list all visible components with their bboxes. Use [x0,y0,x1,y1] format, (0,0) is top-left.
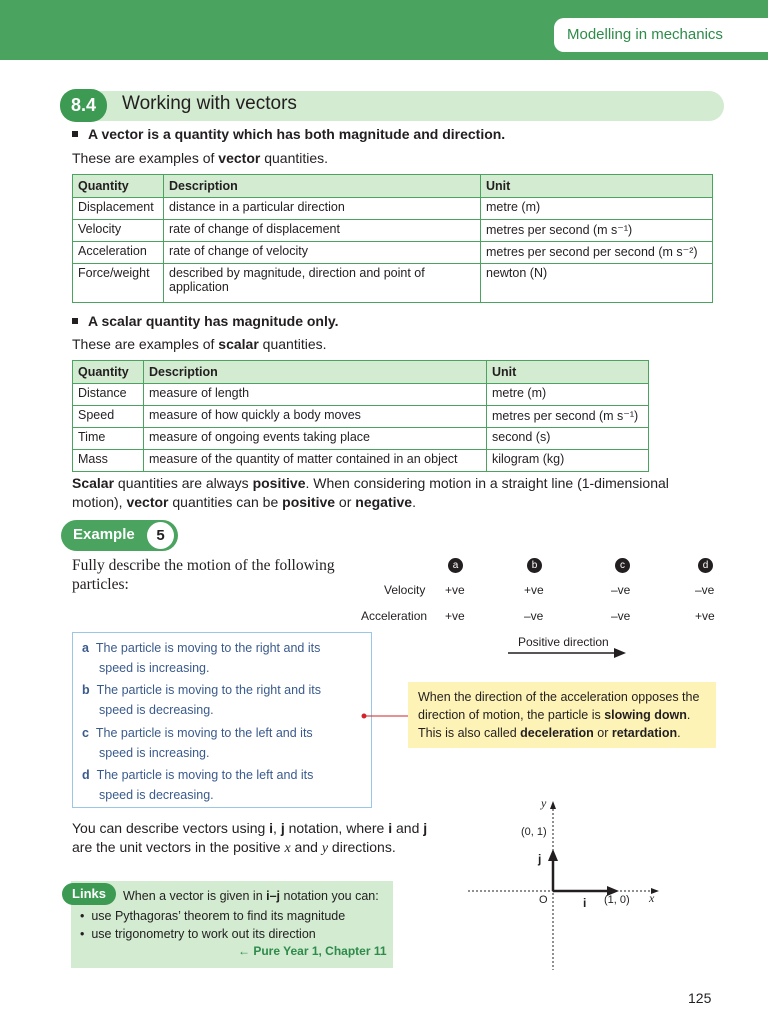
page-number: 125 [688,990,712,1006]
table-row [73,428,649,450]
example-label: Example [73,526,135,543]
scalar-table [72,360,649,472]
column-label-c: c [615,558,630,573]
links-label: Links [62,883,116,905]
origin-label: O [539,894,548,906]
ij-text: notation, where [284,820,389,836]
ij-bold: i [269,820,274,836]
velocity-a: +ve [445,583,465,597]
table-header-row [73,361,649,384]
ij-text: are the unit vectors in the positive [72,839,285,855]
table-cell: newton (N) [481,264,713,303]
note-bold: positive [252,475,306,491]
note-text: . [677,726,681,740]
answer-line: The particle is moving to the right and its [96,683,322,697]
table-cell: Force/weight [73,264,164,303]
table-row [73,220,713,242]
scalar-intro-post: quantities. [258,336,327,352]
links-text: notation you can: [280,889,379,903]
table-row [73,242,713,264]
table-header: Description [164,175,481,198]
links-reference[interactable]: ← Pure Year 1, Chapter 11 [238,944,387,958]
note-text: . [412,494,416,510]
table-header: Unit [481,175,713,198]
note-bold: vector [126,494,169,510]
answer-line: speed is decreasing. [99,703,214,717]
x-axis-label: x [649,891,655,905]
section-title: Working with vectors [122,93,297,114]
answer-letter: c [82,726,89,740]
table-row [73,406,649,428]
table-cell: Time [73,428,144,450]
note-text: When the direction of the acceleration opposes the direction of motion, the particle is [418,690,700,722]
example-question: Fully describe the motion of the following particles: [72,557,335,593]
ij-bold: i [388,820,393,836]
example-number: 5 [147,522,174,549]
table-header-row [73,175,713,198]
links-item-text: use Pythagoras’ theorem to find its magnitude [91,909,346,923]
ij-text: , [273,820,281,836]
vector-table [72,174,713,303]
answer-letter: d [82,768,90,782]
note-text: quantities can be [168,494,283,510]
acceleration-d: +ve [695,609,715,623]
answer-line: speed is increasing. [99,661,210,675]
table-row [73,384,649,406]
note-bold: negative [355,494,413,510]
note-bold: deceleration [520,726,594,740]
table-row [73,198,713,220]
table-cell: metres per second (m s⁻¹) [487,406,649,428]
table-cell: measure of the quantity of matter contained in an object [144,450,487,472]
deceleration-note [418,688,710,742]
links-bold: i–j [266,889,281,903]
column-label-b: b [527,558,542,573]
table-cell: metres per second (m s⁻¹) [481,220,713,242]
note-bold: retardation [611,726,678,740]
table-row [73,450,649,472]
ij-text: directions. [328,839,396,855]
acceleration-b: –ve [524,609,544,623]
vector-intro-pre: These are examples of [72,150,219,166]
velocity-label: Velocity [384,583,426,597]
vector-definition-text: A vector is a quantity which has both magnitude and direction. [88,126,506,142]
acceleration-label: Acceleration [361,609,428,623]
j-point-label: (0, 1) [521,826,547,838]
vector-intro-post: quantities. [260,150,329,166]
scalar-intro-pre: These are examples of [72,336,219,352]
links-text: When a vector is given in [123,889,267,903]
table-cell: Displacement [73,198,164,220]
table-header: Unit [487,361,649,384]
column-label-d: d [698,558,713,573]
positive-direction-arrow [508,646,628,660]
table-header: Quantity [73,175,164,198]
answer-letter: a [82,641,89,655]
note-text: quantities are always [114,475,253,491]
ij-text: and [392,820,424,836]
answer-line: The particle is moving to the left and its [95,726,313,740]
table-cell: Mass [73,450,144,472]
section-number: 8.4 [60,89,107,122]
note-bold: slowing down [604,708,687,722]
table-row [73,264,713,303]
note-text: . When considering motion in a straight line (1-dimensional motion), [72,475,669,510]
ij-italic: x [284,841,291,856]
scalar-vector-note [72,474,702,512]
table-cell: distance in a particular direction [164,198,481,220]
velocity-b: +ve [524,583,544,597]
answer-line: speed is increasing. [99,746,210,760]
table-cell: measure of how quickly a body moves [144,406,487,428]
acceleration-a: +ve [445,609,465,623]
bullet-square [72,131,78,137]
answer-line: speed is decreasing. [99,788,214,802]
vector-definition [72,126,505,142]
list-item: • use Pythagoras’ theorem to find its magnitude [80,909,346,923]
y-axis-label: y [541,796,547,810]
table-cell: Speed [73,406,144,428]
table-cell: measure of length [144,384,487,406]
note-text: or [335,494,356,510]
table-cell: kilogram (kg) [487,450,649,472]
table-cell: Distance [73,384,144,406]
column-label-a: a [448,558,463,573]
ij-notation-text [72,819,442,858]
answer-a [82,638,320,678]
ij-text: You can describe vectors using [72,820,270,836]
ij-italic: y [321,841,329,856]
velocity-d: –ve [695,583,715,597]
links-item-text: use trigonometry to work out its direction [91,927,316,941]
i-point-label: (1, 0) [604,894,630,906]
table-cell: Acceleration [73,242,164,264]
note-text: . This is also called [418,708,691,740]
scalar-definition [72,313,339,329]
table-cell: rate of change of displacement [164,220,481,242]
velocity-c: –ve [611,583,631,597]
table-header: Quantity [73,361,144,384]
scalar-definition-text: A scalar quantity has magnitude only. [88,313,339,329]
scalar-intro [72,336,327,352]
table-cell: measure of ongoing events taking place [144,428,487,450]
ij-bold: j [280,820,285,836]
answer-line: The particle is moving to the left and its [96,768,314,782]
answer-letter: b [82,683,90,697]
ij-bold: j [423,820,428,836]
acceleration-c: –ve [611,609,631,623]
vector-intro [72,150,328,166]
table-cell: metre (m) [487,384,649,406]
note-connector [360,712,410,720]
links-list [80,907,345,943]
table-cell: metre (m) [481,198,713,220]
j-vector-label: j [538,852,542,866]
positive-direction-label: Positive direction [518,635,609,649]
note-bold: Scalar [72,475,115,491]
bullet-square [72,318,78,324]
answer-b [82,680,321,720]
answer-line: The particle is moving to the right and its [95,641,321,655]
chapter-title: Modelling in mechanics [554,18,768,52]
ij-diagram [460,795,670,975]
table-cell: described by magnitude, direction and point of application [164,264,481,303]
ij-text: and [290,839,322,855]
note-text: or [593,726,612,740]
vector-intro-bold: vector [218,150,261,166]
answer-d [82,765,313,805]
table-cell: metres per second per second (m s⁻²) [481,242,713,264]
table-cell: Velocity [73,220,164,242]
note-bold: positive [282,494,336,510]
i-vector-label: i [583,896,587,910]
answer-c [82,723,313,763]
links-intro [123,889,379,903]
table-cell: second (s) [487,428,649,450]
scalar-intro-bold: scalar [218,336,259,352]
table-cell: rate of change of velocity [164,242,481,264]
table-header: Description [144,361,487,384]
list-item: • use trigonometry to work out its direction [80,927,316,941]
